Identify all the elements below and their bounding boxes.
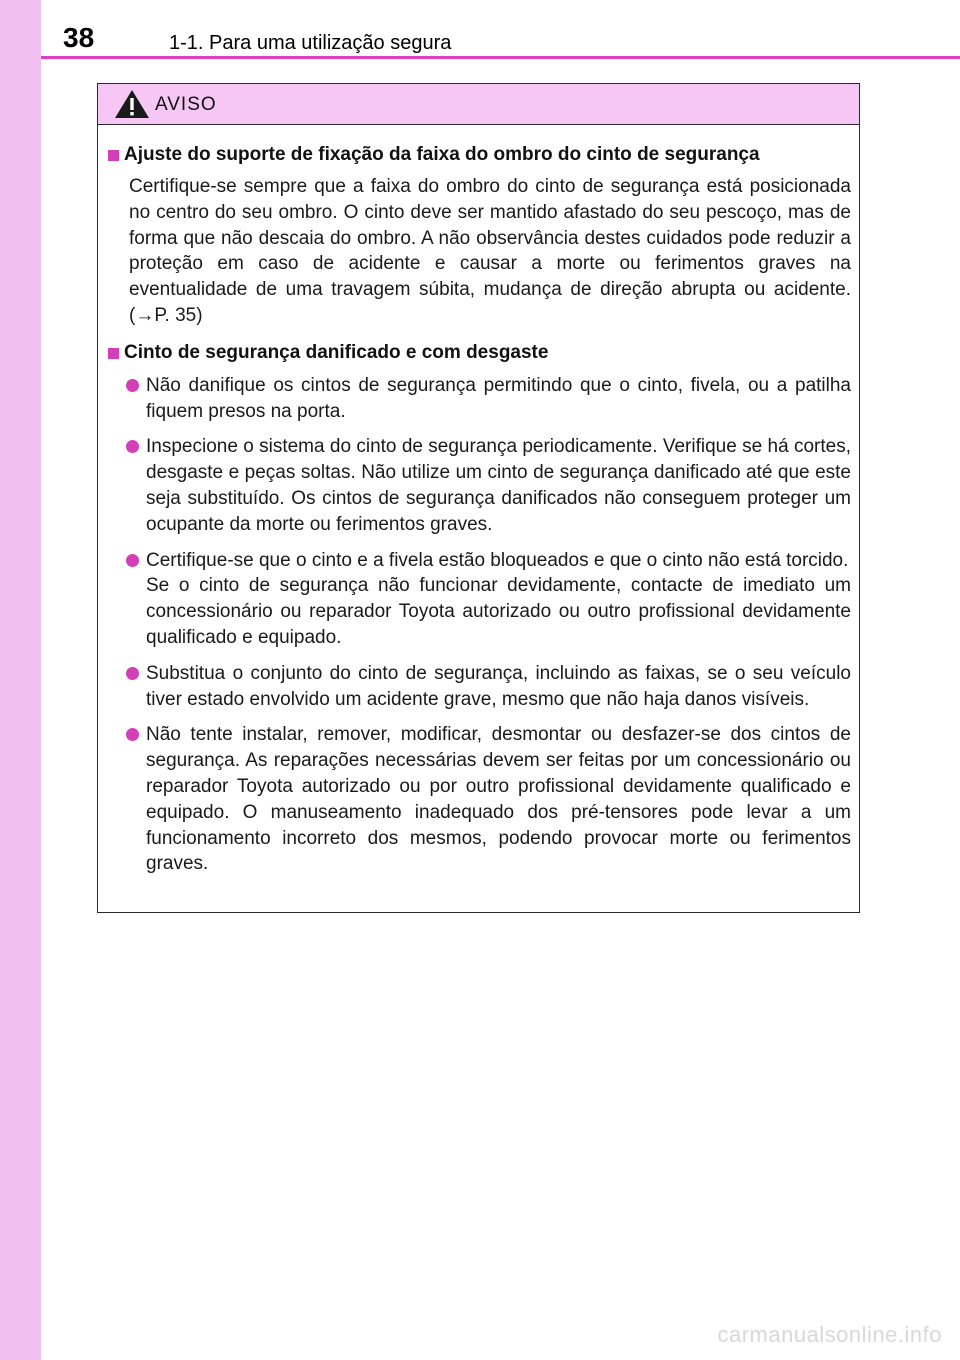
list-item-text [146, 722, 851, 877]
list-item [106, 548, 851, 651]
section-title: 1-1. Para uma utilização segura [169, 32, 452, 54]
round-bullet-icon [126, 667, 139, 680]
warning-label: AVISO [155, 94, 217, 115]
list-item-line: Inspecione o sistema do cinto de segurança periodicamente. Verifique se há cortes, desgaste e peças soltas. Não utilize um cinto de segurança danificado até que este seja substituído. Os cintos de segurança danificados não conseguem proteger um ocupante da morte ou ferimentos graves. [146, 436, 851, 535]
warning-triangle-icon [114, 89, 150, 119]
list-item [106, 373, 851, 425]
side-tab-bar [0, 0, 41, 1360]
list-item-line: Substitua o conjunto do cinto de segurança, incluindo as faixas, se o seu veículo tiver estado envolvido um acidente grave, mesmo que não haja danos visíveis. [146, 662, 851, 710]
list-item-text [146, 548, 851, 651]
round-bullet-icon [126, 554, 139, 567]
round-bullet-icon [126, 379, 139, 392]
topic-damaged-belt [106, 341, 851, 877]
topic-heading [106, 143, 851, 167]
square-bullet-icon [108, 150, 119, 161]
list-item-text [146, 373, 851, 425]
warning-box [97, 83, 860, 913]
list-item-text [146, 434, 851, 537]
topic-heading [106, 341, 851, 365]
list-item [106, 722, 851, 877]
watermark-text[interactable]: carmanualsonline.info [717, 1322, 942, 1347]
square-bullet-icon [108, 348, 119, 359]
list-item-line: Não tente instalar, remover, modificar, desmontar ou desfazer-se dos cintos de segurança. As reparações necessárias devem ser feitas por um concessionário ou reparador Toyota autorizado ou por outro profissional devidamente qualificado e equipado. O manuseamento inadequado dos pré-tensores pode levar a um funcionamento incorreto dos mesmos, podendo provocar morte ou ferimentos graves. [146, 724, 851, 875]
list-item [106, 434, 851, 537]
list-item-line: Não danifique os cintos de segurança permitindo que o cinto, fivela, ou a patilha fiquem presos na porta. [146, 374, 851, 422]
warning-body [98, 125, 859, 877]
topic-paragraph: Certifique-se sempre que a faixa do ombro do cinto de segurança está posicionada no centro do seu ombro. O cinto deve ser mantido afastado do seu pescoço, mas de forma que não descaia do ombro. A não observância destes cuidados pode reduzir a proteção em caso de acidente e causar a morte ou ferimentos graves na eventualidade de uma travagem súbita, mudança de direção abrupta ou acidente. (→P. 35) [129, 176, 851, 326]
list-item-line: Se o cinto de segurança não funcionar devidamente, contacte de imediato um concessionário ou reparador Toyota autorizado ou outro profissional devidamente qualificado e equipado. [146, 575, 851, 648]
round-bullet-icon [126, 440, 139, 453]
list-item [106, 661, 851, 713]
list-item-text [146, 661, 851, 713]
round-bullet-icon [126, 728, 139, 741]
warning-header [98, 84, 859, 125]
list-item-line: Certifique-se que o cinto e a fivela estão bloqueados e que o cinto não está torcido. [146, 549, 849, 571]
topic-heading-text: Cinto de segurança danificado e com desgaste [124, 341, 549, 363]
header-rule [41, 56, 960, 59]
topic-shoulder-belt [106, 143, 851, 329]
page-number: 38 [63, 22, 95, 53]
topic-heading-text: Ajuste do suporte de fixação da faixa do ombro do cinto de segurança [124, 144, 760, 165]
